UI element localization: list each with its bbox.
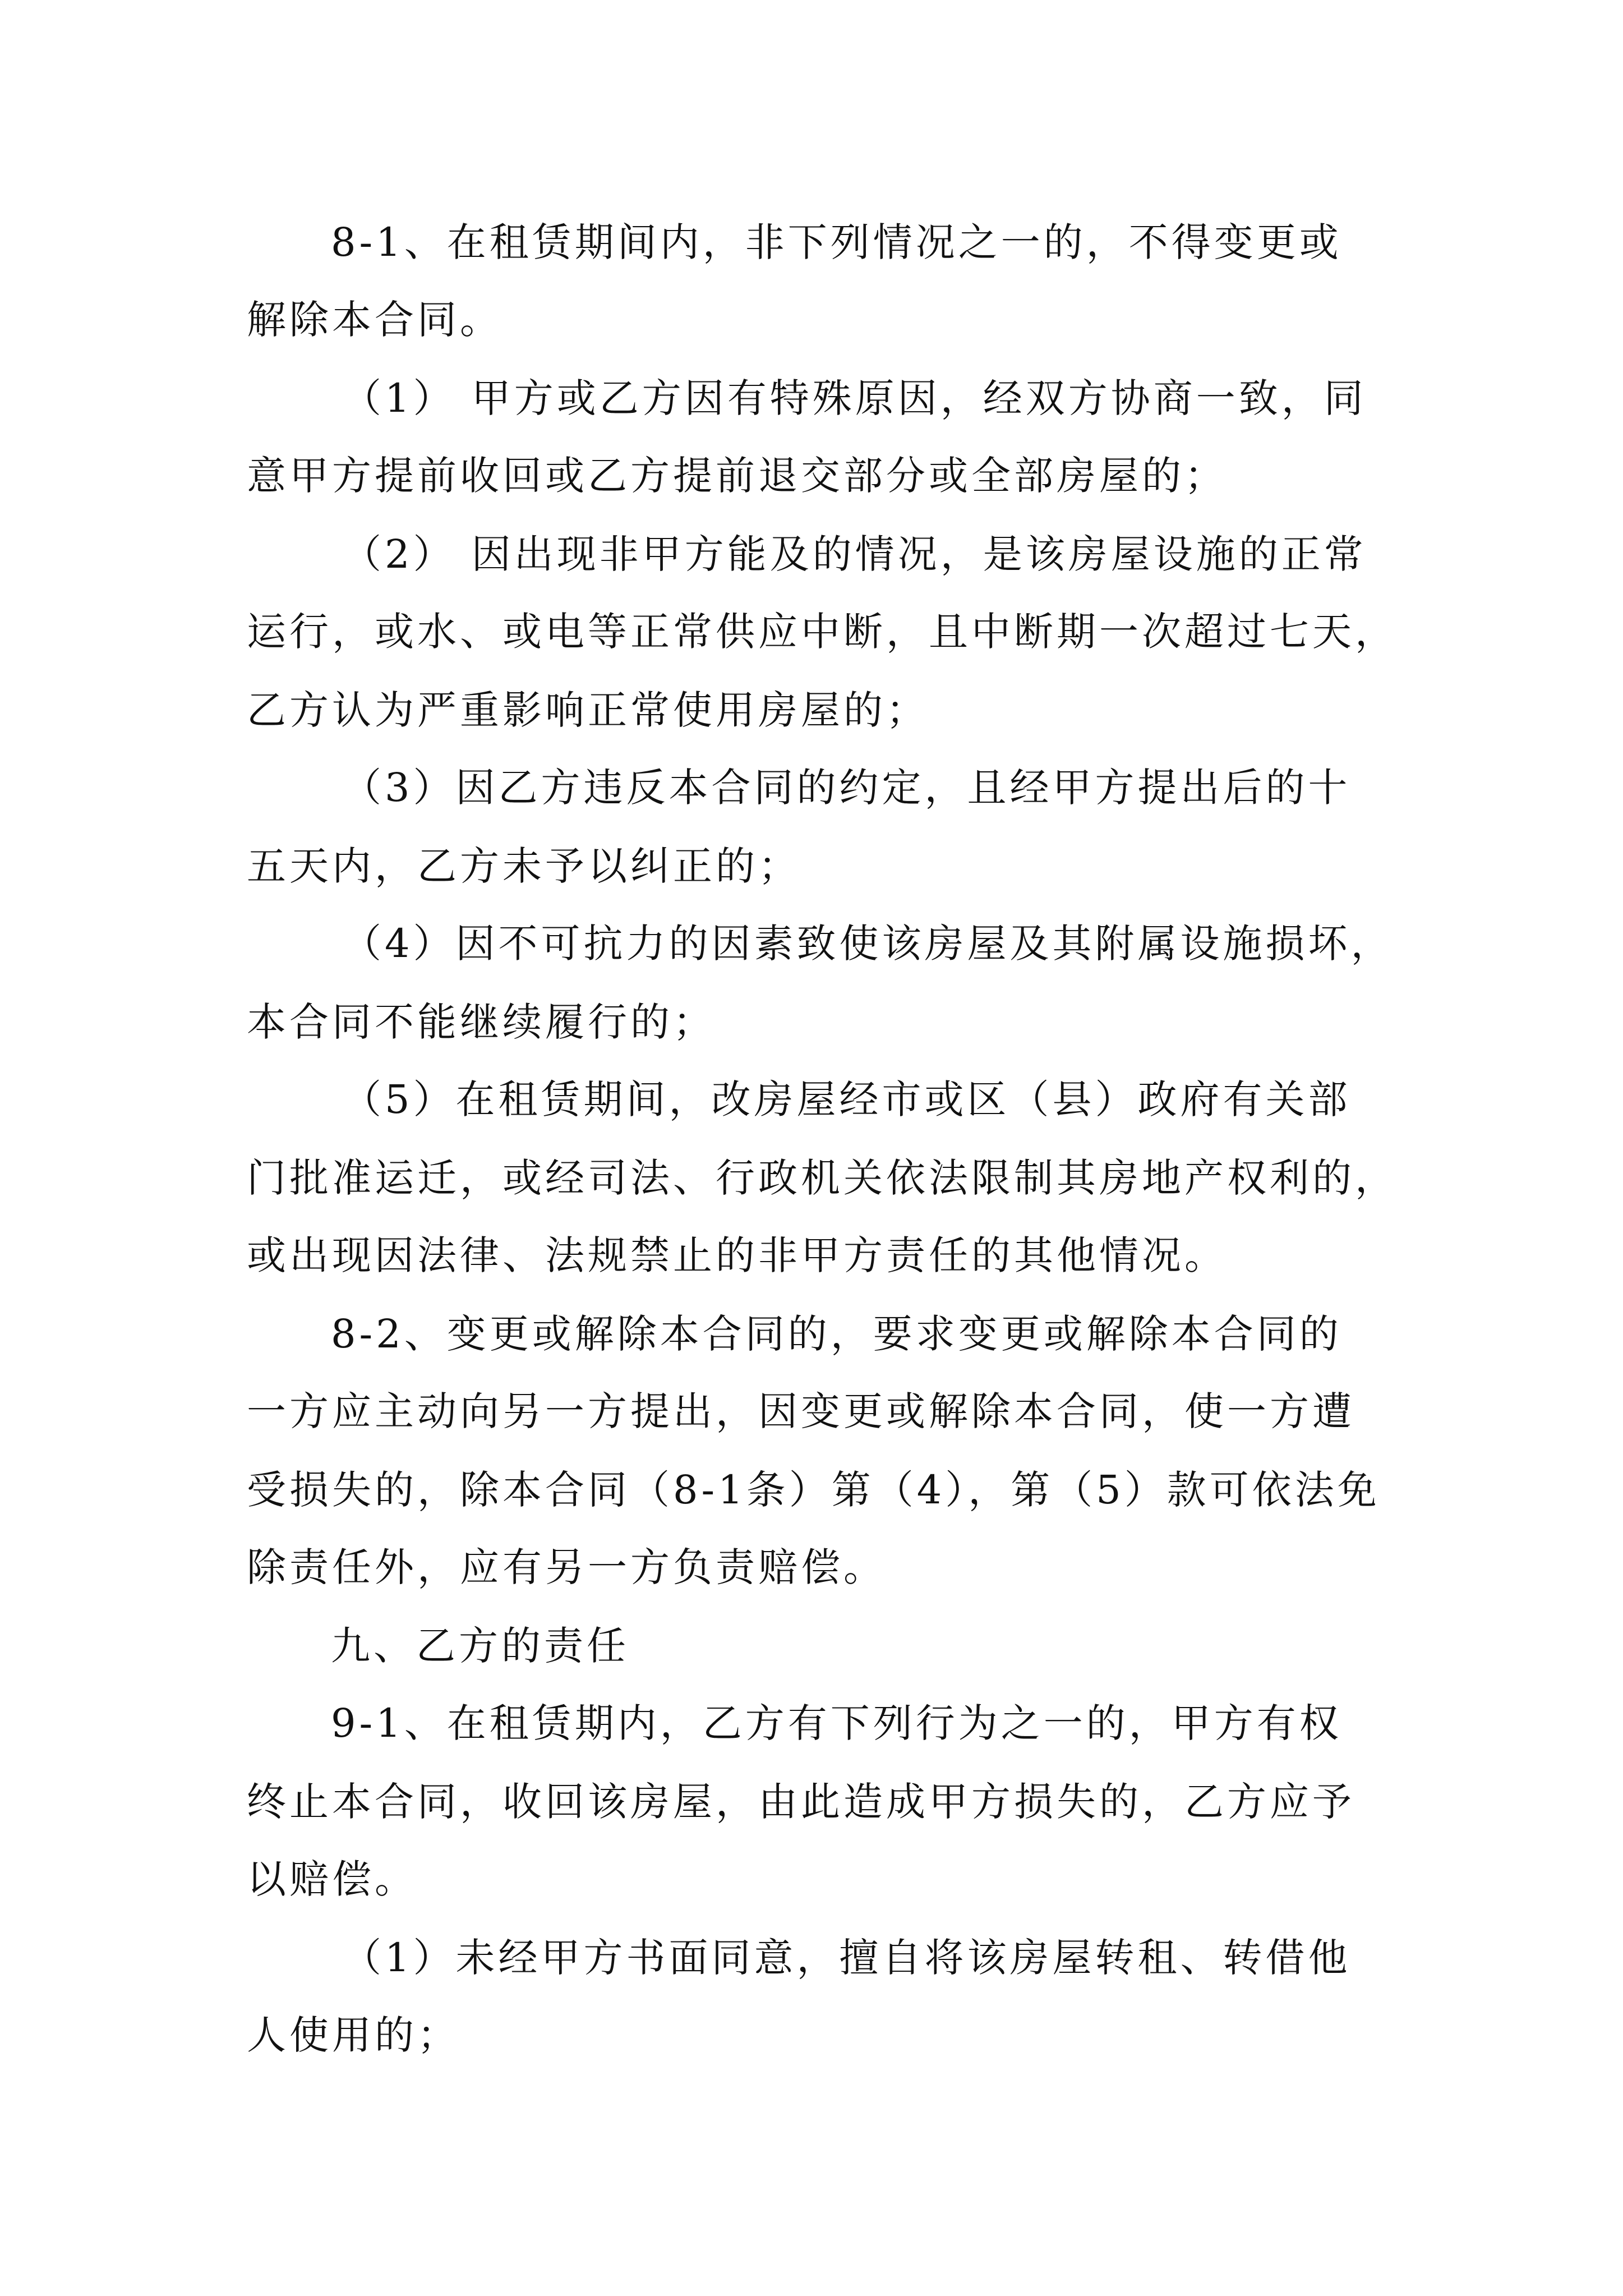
item-4-line-2: 本合同不能继续履行的； — [247, 999, 716, 1045]
item-2-line-1: （2） 因出现非甲方能及的情况，是该房屋设施的正常 — [342, 531, 1367, 577]
item-1-line-1: （1） 甲方或乙方因有特殊原因，经双方协商一致，同 — [342, 375, 1367, 421]
item-2-line-3: 乙方认为严重影响正常使用房屋的； — [247, 687, 929, 733]
item-9-1-line-2: 人使用的； — [247, 2012, 460, 2058]
clause-8-2-line-2: 一方应主动向另一方提出，因变更或解除本合同，使一方遭 — [247, 1388, 1355, 1434]
clause-8-2-line-1: 8-2、变更或解除本合同的，要求变更或解除本合同的 — [331, 1311, 1342, 1357]
clause-8-1-line-2: 解除本合同。 — [247, 297, 502, 343]
item-4-line-1: （4）因不可抗力的因素致使该房屋及其附属设施损坏， — [342, 921, 1394, 967]
clause-9-1-line-3: 以赔偿。 — [247, 1856, 417, 1902]
item-5-line-2: 门批准运迁，或经司法、行政机关依法限制其房地产权利的， — [247, 1155, 1398, 1201]
clause-9-1-line-1: 9-1、在租赁期内，乙方有下列行为之一的，甲方有权 — [331, 1700, 1342, 1746]
item-5-line-3: 或出现因法律、法规禁止的非甲方责任的其他情况。 — [247, 1232, 1227, 1278]
item-3-line-2: 五天内，乙方未予以纠正的； — [247, 843, 801, 889]
item-1-line-2: 意甲方提前收回或乙方提前退交部分或全部房屋的； — [247, 453, 1227, 499]
item-2-line-2: 运行，或水、或电等正常供应中断，且中断期一次超过七天， — [247, 609, 1398, 655]
item-5-line-1: （5）在租赁期间，改房屋经市或区（县）政府有关部 — [342, 1076, 1351, 1122]
clause-8-2-line-4: 除责任外，应有另一方负责赔偿。 — [247, 1544, 886, 1590]
clause-9-1-line-2: 终止本合同，收回该房屋，由此造成甲方损失的，乙方应予 — [247, 1779, 1355, 1825]
clause-8-2-line-3: 受损失的，除本合同（8-1条）第（4），第（5）款可依法免 — [247, 1467, 1380, 1513]
item-9-1-line-1: （1）未经甲方书面同意，擅自将该房屋转租、转借他 — [342, 1935, 1351, 1981]
item-3-line-1: （3）因乙方违反本合同的约定，且经甲方提出后的十 — [342, 765, 1351, 811]
section-9-heading: 九、乙方的责任 — [331, 1623, 629, 1669]
clause-8-1-line-1: 8-1、在租赁期间内，非下列情况之一的，不得变更或 — [331, 219, 1342, 265]
